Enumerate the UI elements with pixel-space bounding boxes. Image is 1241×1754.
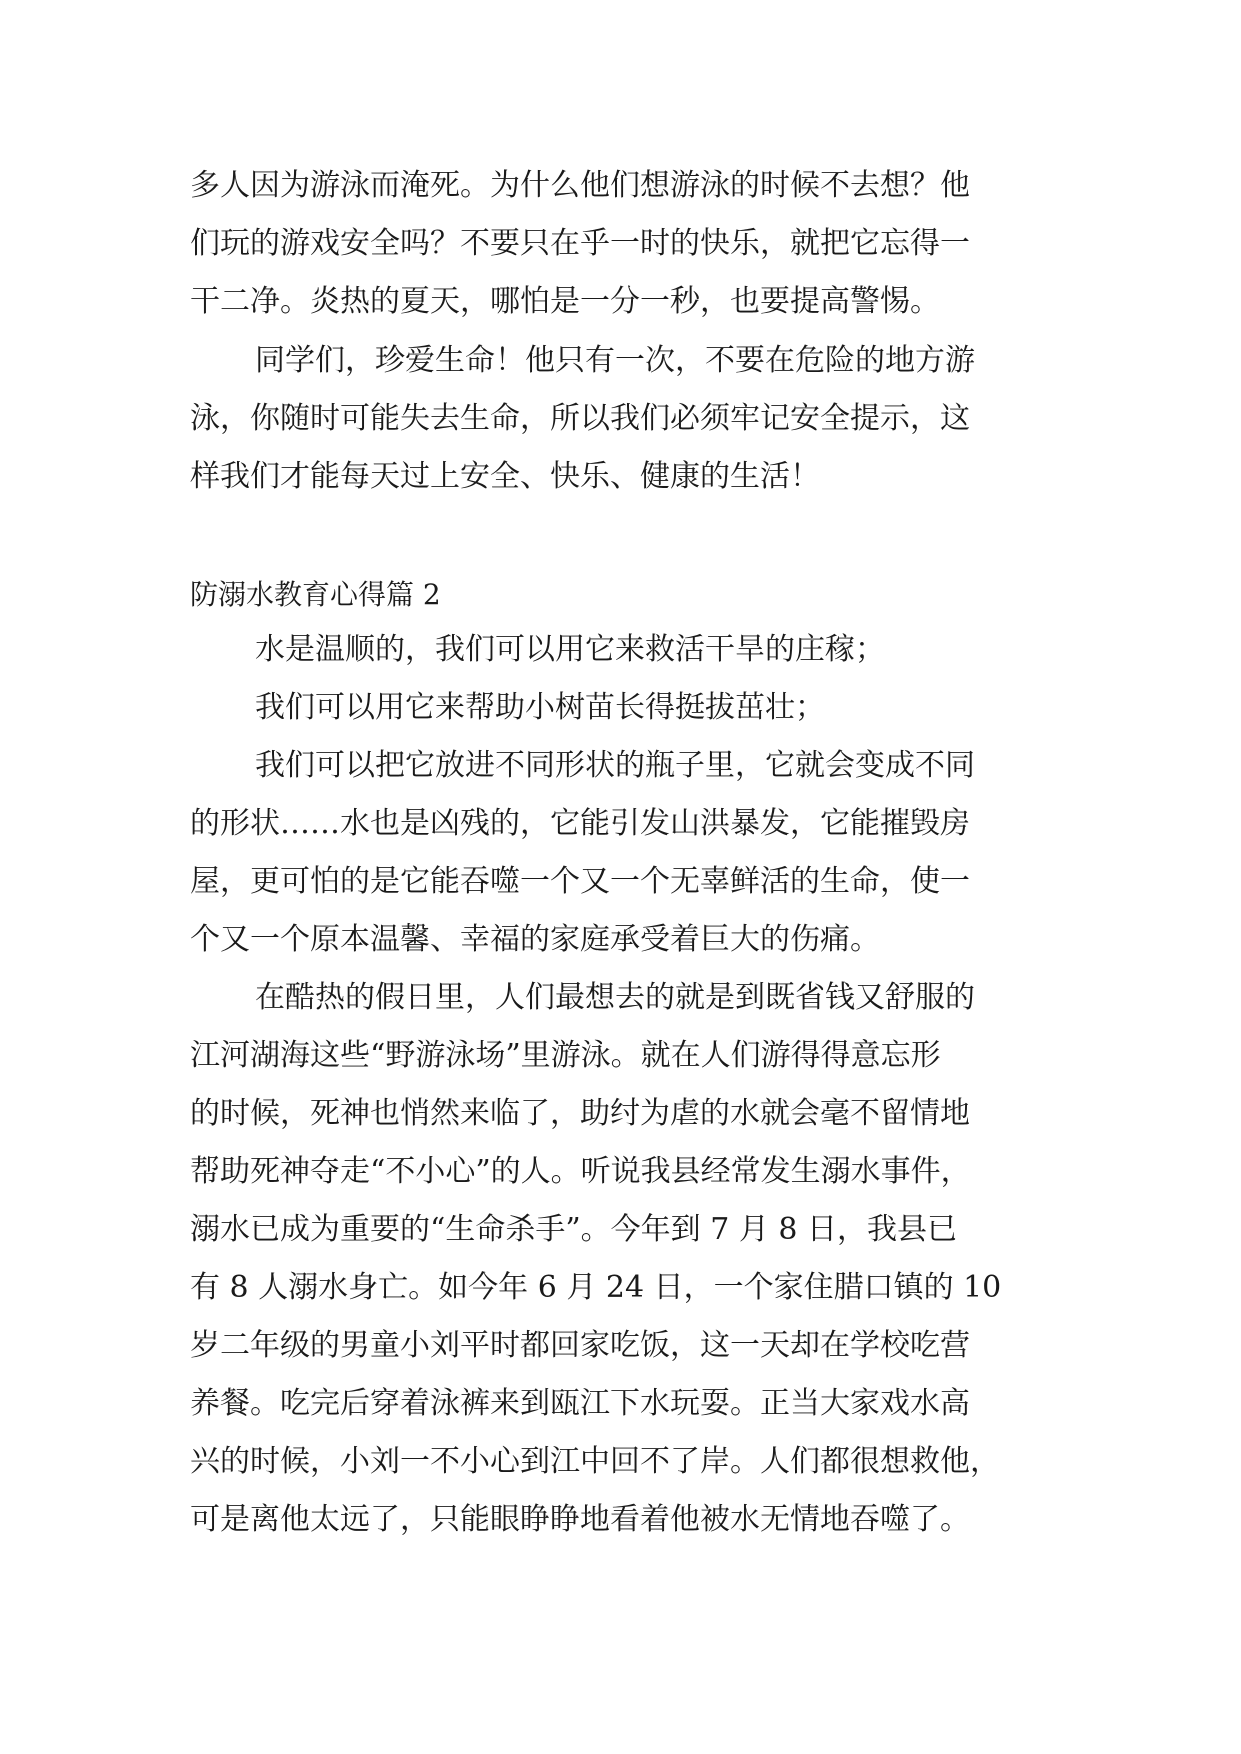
paragraph-line: 江河湖海这些“野游泳场”里游泳。就在人们游得得意忘形 xyxy=(190,1038,941,1073)
paragraph-line: 们玩的游戏安全吗？不要只在乎一时的快乐，就把它忘得一 xyxy=(190,226,970,261)
paragraph-line: 帮助死神夺走“不小心”的人。听说我县经常发生溺水事件， xyxy=(190,1154,971,1189)
paragraph-line: 的时候，死神也悄然来临了，助纣为虐的水就会毫不留情地 xyxy=(190,1096,970,1131)
paragraph-line: 的形状……水也是凶残的，它能引发山洪暴发，它能摧毁房 xyxy=(190,806,970,841)
paragraph-line: 屋，更可怕的是它能吞噬一个又一个无辜鲜活的生命，使一 xyxy=(190,864,970,899)
paragraph-line: 养餐。吃完后穿着泳裤来到瓯江下水玩耍。正当大家戏水高 xyxy=(190,1386,970,1421)
paragraph-line: 泳，你随时可能失去生命，所以我们必须牢记安全提示，这 xyxy=(190,401,970,436)
paragraph-line: 同学们，珍爱生命！他只有一次，不要在危险的地方游 xyxy=(255,343,975,378)
paragraph-line: 我们可以用它来帮助小树苗长得挺拔茁壮； xyxy=(255,690,825,725)
paragraph-line: 多人因为游泳而淹死。为什么他们想游泳的时候不去想？他 xyxy=(190,168,970,203)
paragraph-line: 兴的时候，小刘一不小心到江中回不了岸。人们都很想救他， xyxy=(190,1444,1000,1479)
paragraph-line: 水是温顺的，我们可以用它来救活干旱的庄稼； xyxy=(255,632,885,667)
paragraph-line: 个又一个原本温馨、幸福的家庭承受着巨大的伤痛。 xyxy=(190,922,880,957)
paragraph-line: 我们可以把它放进不同形状的瓶子里，它就会变成不同 xyxy=(255,748,975,783)
paragraph-line: 在酷热的假日里，人们最想去的就是到既省钱又舒服的 xyxy=(255,980,975,1015)
paragraph-line: 可是离他太远了，只能眼睁睁地看着他被水无情地吞噬了。 xyxy=(190,1502,970,1537)
section-title: 防溺水教育心得篇 2 xyxy=(190,578,441,611)
paragraph-line: 溺水已成为重要的“生命杀手”。今年到 7 月 8 日，我县已 xyxy=(190,1212,957,1247)
paragraph-line: 干二净。炎热的夏天，哪怕是一分一秒，也要提高警惕。 xyxy=(190,284,940,319)
paragraph-line: 岁二年级的男童小刘平时都回家吃饭，这一天却在学校吃营 xyxy=(190,1328,970,1363)
paragraph-line: 样我们才能每天过上安全、快乐、健康的生活！ xyxy=(190,459,820,494)
paragraph-line: 有 8 人溺水身亡。如今年 6 月 24 日，一个家住腊口镇的 10 xyxy=(190,1270,1002,1305)
